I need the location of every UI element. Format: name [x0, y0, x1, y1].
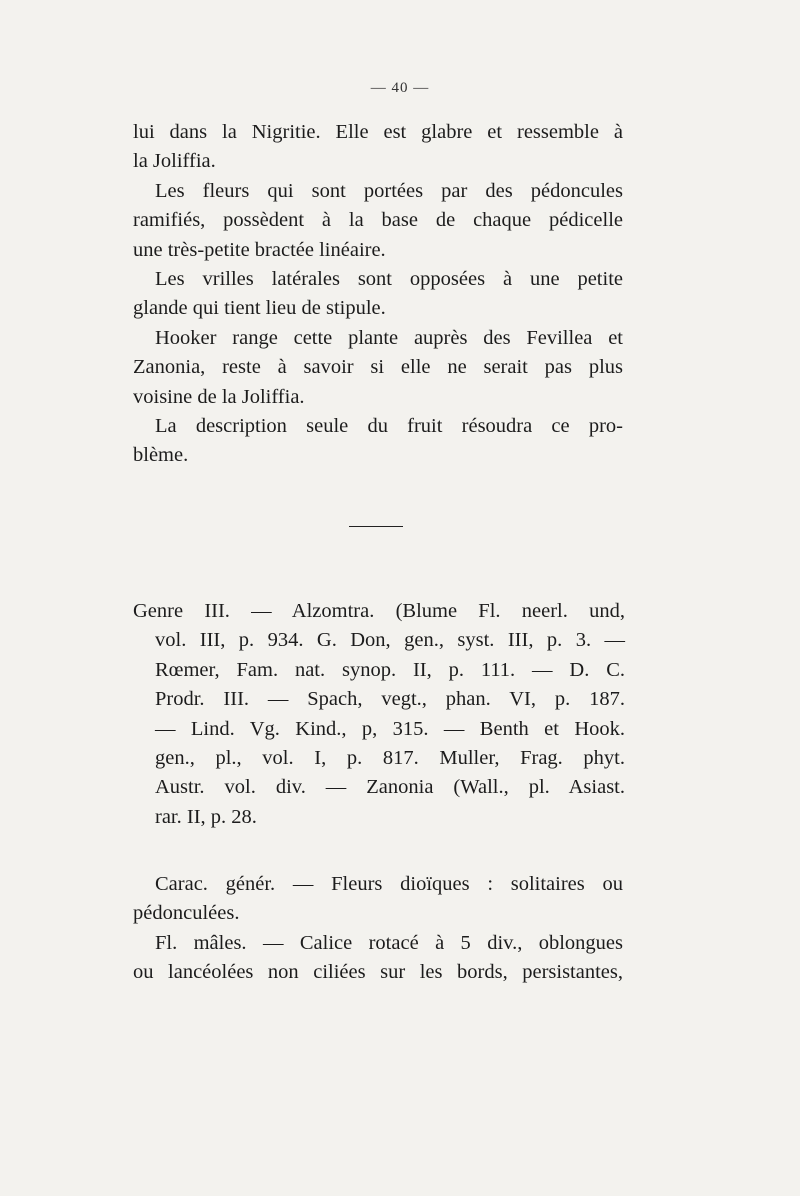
text-line: Prodr. III. — Spach, vegt., phan. VI, p. 187. [155, 688, 625, 711]
page-number: — 40 — [370, 80, 430, 96]
text-line: la Joliffia. [133, 150, 216, 173]
text-line: Les vrilles latérales sont opposées à une petite [155, 268, 623, 291]
text-line: une très-petite bractée linéaire. [133, 238, 386, 261]
genre-block [133, 597, 625, 832]
text-line: pédonculées. [133, 902, 240, 925]
text-line: Les fleurs qui sont portées par des pédoncules [155, 179, 623, 202]
text-line: — Lind. Vg. Kind., p, 315. — Benth et Hook. [155, 717, 625, 740]
text-line: Rœmer, Fam. nat. synop. II, p. 111. — D. C. [155, 658, 625, 681]
text-line: Zanonia, reste à savoir si elle ne serait pas plus [133, 356, 623, 379]
text-line: rar. II, p. 28. [155, 805, 257, 828]
text-line: gen., pl., vol. I, p. 817. Muller, Frag. phyt. [155, 747, 625, 770]
text-line: Hooker range cette plante auprès des Fevillea et [155, 326, 623, 349]
carac-block [133, 870, 623, 988]
text-line: lui dans la Nigritie. Elle est glabre et ressemble à [133, 121, 623, 143]
text-line: Fl. mâles. — Calice rotacé à 5 div., oblongues [155, 931, 623, 954]
section-divider [349, 526, 403, 527]
text-line: ou lancéolées non ciliées sur les bords, persistantes, [133, 961, 623, 984]
text-line: glande qui tient lieu de stipule. [133, 297, 386, 320]
text-line: Austr. vol. div. — Zanonia (Wall., pl. Asiast. [155, 776, 625, 799]
text-line: blème. [133, 444, 189, 467]
text-line: Carac. génér. — Fleurs dioïques : solitaires ou [155, 873, 623, 895]
text-line: Genre III. — Alzomtra. (Blume Fl. neerl. und, [133, 600, 625, 622]
text-line: voisine de la Joliffia. [133, 385, 305, 408]
text-line: vol. III, p. 934. G. Don, gen., syst. III, p. 3. — [155, 629, 625, 652]
text-block-top [133, 118, 623, 471]
text-line: ramifiés, possèdent à la base de chaque pédicelle [133, 209, 623, 232]
text-line: La description seule du fruit résoudra ce pro- [155, 415, 623, 438]
